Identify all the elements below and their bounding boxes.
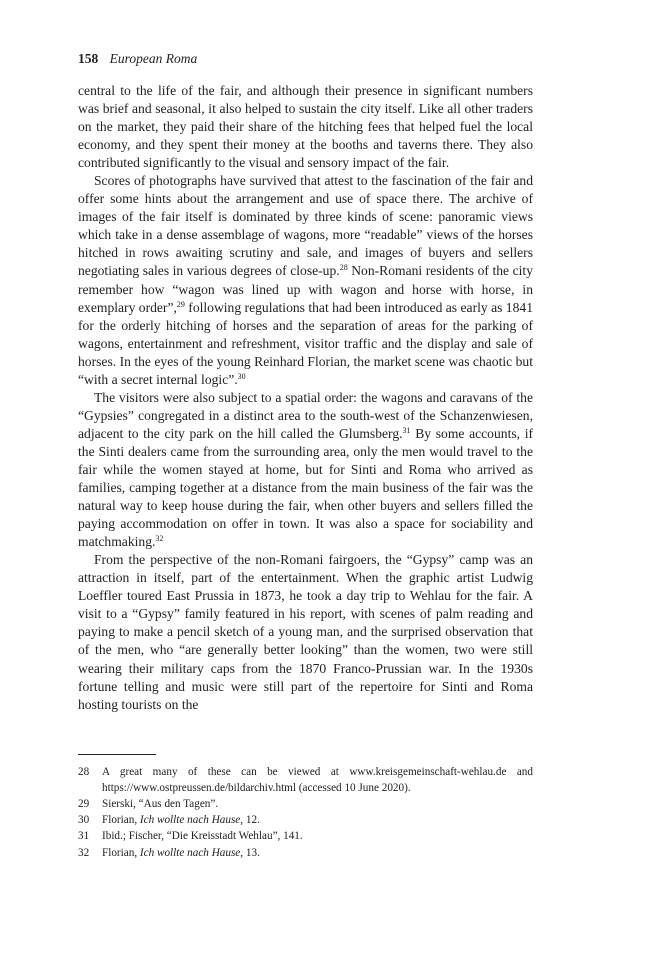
- running-head: [78, 50, 533, 68]
- footnotes: [78, 764, 533, 861]
- text-run: The visitors were also subject to a spatial order: the wagons and caravans of the “Gypsies” congregated in a distinct area to the south-west of the Schanzenwiesen, adjacent to the city park on the hill called the Glumsberg.: [78, 389, 533, 441]
- footnote-number: 28: [78, 765, 90, 778]
- body-text: [78, 82, 533, 714]
- footnote-number: 30: [78, 814, 90, 827]
- footnote-number: 29: [78, 798, 90, 811]
- text-run: Florian,: [102, 846, 140, 859]
- text-run: , 13.: [240, 846, 260, 859]
- book-title: European Roma: [109, 51, 198, 66]
- text-run: following regulations that had been introduced as early as 1841 for the orderly hitching of horses and the separation of areas for the parking of wagons, entertainment and refreshment, visitor traffic and the display and sale of horses. In the eyes of the young Reinhard Florian, the market scene was chaotic but “with a secret internal logic”.: [78, 299, 533, 387]
- body-paragraph: [78, 82, 533, 172]
- footnote-text: [102, 828, 533, 844]
- footnote: [78, 812, 533, 828]
- footnote-number: 32: [78, 846, 90, 859]
- page-number: 158: [78, 51, 99, 66]
- footnote-text: [102, 812, 533, 828]
- footnote-number: 31: [78, 830, 90, 843]
- italic-title: Ich wollte nach Hause: [139, 814, 241, 827]
- footnote: [78, 764, 533, 796]
- text-run: From the perspective of the non-Romani fairgoers, the “Gypsy” camp was an attraction in itself, part of the entertainment. When the graphic artist Ludwig Loeffler toured East Prussia in 1873, he took a day trip to Wehlau for the fair. A visit to a “Gypsy” family featured in his report, with scenes of palm reading and paying to make a pencil sketch of a young man, and the surprised observation that of the men, who “are generally better looking” than the women, two were still wearing their military caps from the 1870 Franco-Prussian war. In the 1930s fortune telling and music were still part of the repertoire for Sinti and Roma hosting tourists on the: [78, 552, 533, 712]
- text-run: Sierski, “Aus den Tagen”.: [102, 798, 219, 811]
- footnote-ref: 30: [237, 371, 246, 381]
- italic-title: Ich wollte nach Hause: [139, 846, 241, 859]
- footnote-text: [102, 796, 533, 812]
- text-run: Scores of photographs have survived that attest to the fascination of the fair and offer some hints about the arrangement and use of space there. The archive of images of the fair itself is dominated by three kinds of scene: panoramic views which take in a dense assemblage of wagons, more “readable” views of the horses hitched in rows awaiting scrutiny and sale, and images of buyers and sellers negotiating sales in various degrees of close-up.: [78, 173, 533, 279]
- footnote: [78, 828, 533, 844]
- footnote-divider: [78, 754, 156, 755]
- text-run: A great many of these can be viewed at www.kreisgemeinschaft-wehlau.de and https://www.ostpreussen.de/bildarchiv.html (accessed 10 June 2020).: [102, 765, 533, 794]
- page: [78, 50, 533, 861]
- text-run: By some accounts, if the Sinti dealers came from the surrounding area, only the men would travel to the fair while the women stayed at home, but for Sinti and Roma who arrived as families, camping together at a distance from the main business of the fair was the natural way to keep house during the fair, when other buyers and sellers filled the paying accommodation on offer in town. It was also a space for sociability and matchmaking.: [78, 425, 533, 550]
- footnote-ref: 28: [339, 263, 348, 273]
- body-paragraph: [78, 551, 533, 713]
- footnote: [78, 845, 533, 861]
- body-paragraph: [78, 172, 533, 389]
- footnote-ref: 31: [402, 425, 411, 435]
- text-run: Non-Romani residents of the city remember how “wagon was lined up with wagon and horse with horse, in exemplary order”,: [78, 263, 533, 315]
- text-run: central to the life of the fair, and although their presence in significant numbers was brief and seasonal, it also helped to sustain the city itself. Like all other traders on the market, they paid their share of the hitching fees that helped fuel the local economy, and they spent their money at the booths and taverns there. They also contributed significantly to the visual and sensory impact of the fair.: [78, 83, 533, 171]
- footnote-text: [102, 845, 533, 861]
- text-run: Florian,: [102, 814, 140, 827]
- footnote: [78, 796, 533, 812]
- footnote-text: [102, 764, 533, 796]
- body-paragraph: [78, 389, 533, 551]
- footnote-ref: 32: [155, 534, 164, 544]
- text-run: Ibid.; Fischer, “Die Kreisstadt Wehlau”, 141.: [102, 830, 303, 843]
- text-run: , 12.: [240, 814, 260, 827]
- footnote-ref: 29: [176, 299, 185, 309]
